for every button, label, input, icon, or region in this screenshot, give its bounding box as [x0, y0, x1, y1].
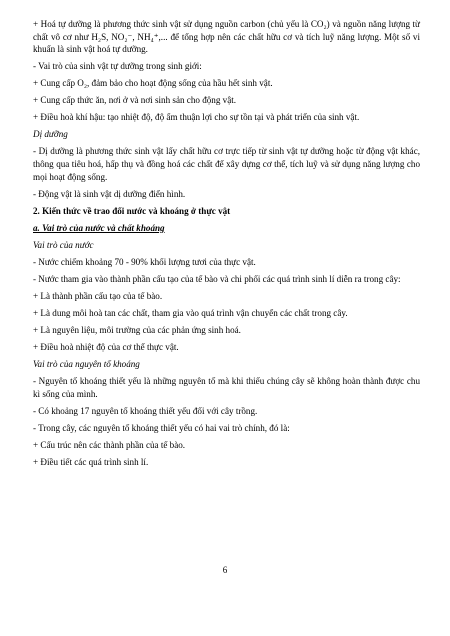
page-number: 6: [222, 565, 228, 575]
paragraph-raw-material: + Là nguyên liệu, môi trường của các phản ứng sinh hoá.: [33, 324, 241, 335]
paragraph-heterotroph-def: - Dị dưỡng là phương thức sinh vật lấy chất hữu cơ trực tiếp từ sinh vật tự dưỡng hoặc từ động vật khác, thông qua tiêu hoá, hấp thụ và đồng hoá các chất để xây dựng cơ thể, tích luỹ và sử dụng năng lượng cho mọi hoạt động sống.: [33, 146, 420, 182]
paragraph-temperature: + Điều hoà nhiệt độ của cơ thể thực vật.: [33, 341, 179, 352]
paragraph-solvent: + Là dung môi hoà tan các chất, tham gia vào quá trình vận chuyển các chất trong cây.: [33, 307, 348, 318]
paragraph-autotroph-role: - Vai trò của sinh vật tự dưỡng trong sinh giới:: [33, 61, 202, 72]
paragraph-animals-heterotroph: - Động vật là sinh vật dị dưỡng điển hình.: [33, 188, 186, 199]
subheading-heterotroph: Dị dưỡng: [33, 129, 68, 140]
paragraph-17-elements: - Có khoảng 17 nguyên tố khoáng thiết yếu đối với cây trồng.: [33, 405, 258, 416]
paragraph-cell-component: + Là thành phần cấu tạo của tế bào.: [33, 290, 163, 301]
paragraph-two-roles: - Trong cây, các nguyên tố khoáng thiết yếu có hai vai trò chính, đó là:: [33, 422, 290, 433]
paragraph-regulation-role: + Điều tiết các quá trình sinh lí.: [33, 456, 149, 467]
paragraph-water-structure: - Nước tham gia vào thành phần cấu tạo của tế bào và chi phối các quá trình sinh lí diễn ra trong cây:: [33, 273, 401, 284]
paragraph-provide-food: + Cung cấp thức ăn, nơi ở và nơi sinh sản cho động vật.: [33, 95, 237, 106]
page-body: [33, 18, 420, 473]
paragraph-climate: + Điều hoà khí hậu: tạo nhiệt độ, độ ẩm thuận lợi cho sự tồn tại và phát triển của sinh vật.: [33, 112, 360, 123]
paragraph-water-percent: - Nước chiếm khoảng 70 - 90% khối lượng tươi của thực vật.: [33, 256, 256, 267]
subheading-water-role: Vai trò của nước: [33, 239, 94, 250]
subsection-heading-a: a. Vai trò của nước và chất khoáng: [33, 222, 165, 233]
section-heading-2: 2. Kiến thức về trao đổi nước và khoáng ở thực vật: [33, 205, 231, 216]
paragraph-essential-def: - Nguyên tố khoáng thiết yếu là những nguyên tố mà khi thiếu chúng cây sẽ không hoàn thành được chu kì sống của mình.: [33, 375, 420, 399]
subheading-mineral-role: Vai trò của nguyên tố khoáng: [33, 358, 140, 369]
paragraph-chemoautotroph: + Hoá tự dưỡng là phương thức sinh vật sử dụng nguồn carbon (chủ yếu là CO₂) và nguồn năng lượng từ chất vô cơ như H₂S, NO₂⁻, NH₄⁺,... để tổng hợp nên các chất hữu cơ và tích luỹ năng lượng. Một số vi khuẩn là sinh vật hoá tự dưỡng.: [33, 19, 420, 55]
paragraph-provide-oxygen: + Cung cấp O₂, đảm bảo cho hoạt động sống của hầu hết sinh vật.: [33, 78, 273, 89]
paragraph-structure-role: + Cấu trúc nên các thành phần của tế bào.: [33, 439, 186, 450]
